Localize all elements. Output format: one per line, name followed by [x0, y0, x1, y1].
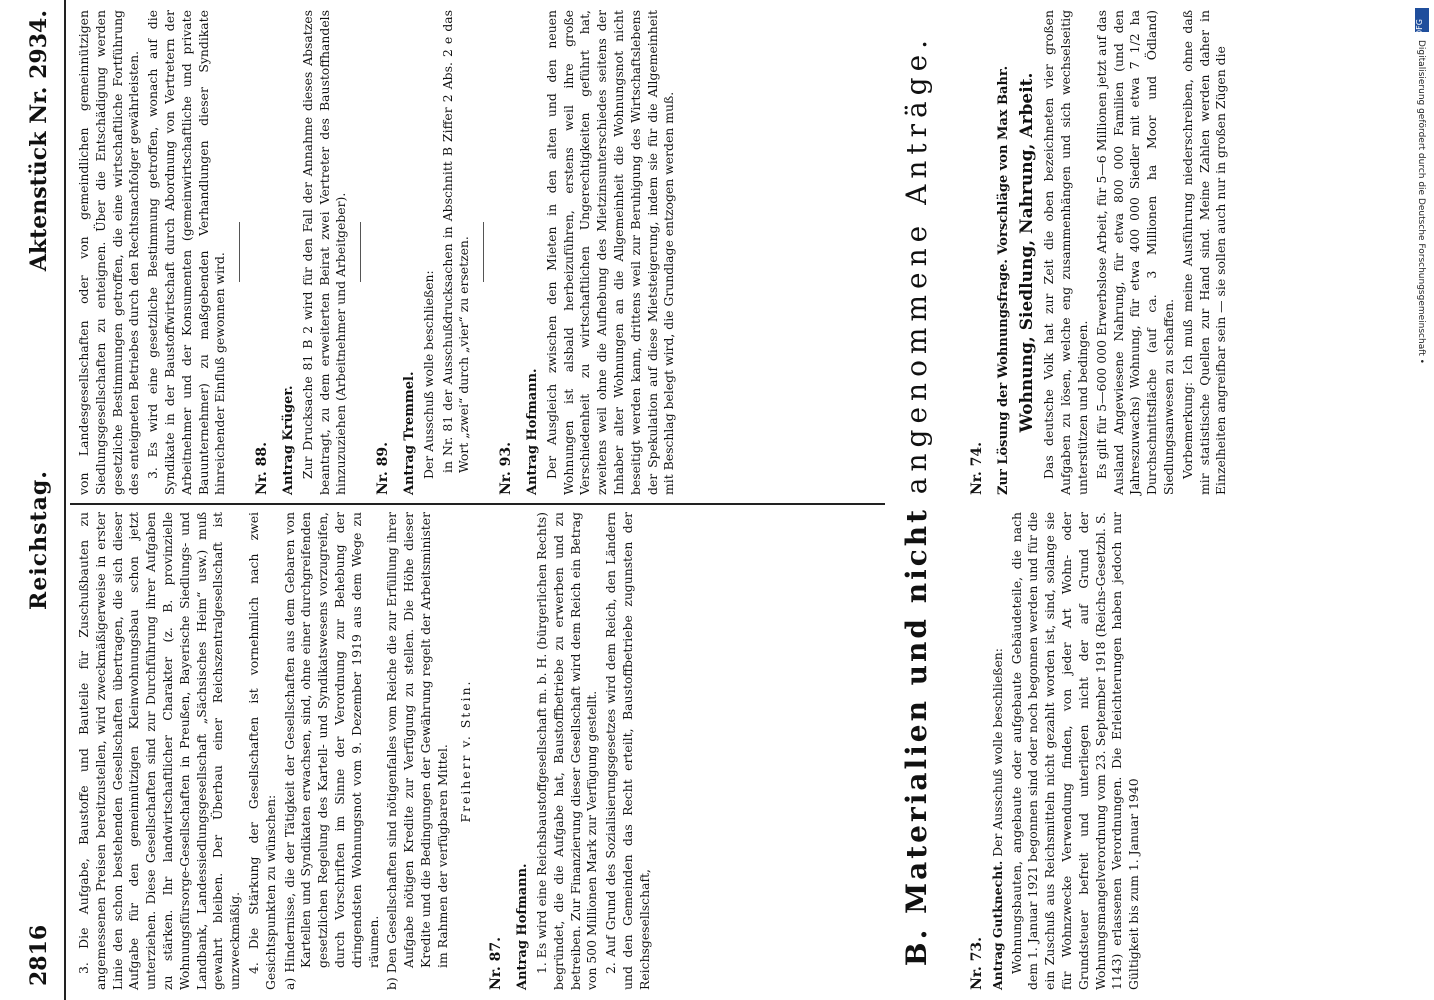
digitization-credit: Digitalisierung gefördert durch die Deutsche Forschungsgemeinschaft • — [1416, 40, 1426, 364]
paragraph: Der Ausschuß wolle beschließen: — [420, 270, 436, 479]
antrag-heading: Antrag Gutknecht. — [989, 860, 1005, 990]
antrag-heading: Antrag Krüger. — [280, 385, 296, 495]
digitization-sidebar — [1412, 0, 1434, 1000]
section-number: Nr. 89. — [375, 442, 392, 495]
section-letter: B. — [900, 926, 933, 967]
paragraph: Wohnungsbauten, angebaute oder aufgebaute Gebäudeteile, die nach dem 1. Januar 1921 begonnen sind oder noch begonnen werden und für die ein Zuschuß aus Reichsmitteln nicht gezahlt worden ist, sind, solange sie für Wohnzwecke Verwendung finden, von jeder Art Wohn- oder Grundsteuer befreit und unterliegen nicht der auf Grund der Wohnungsmangelverordnung vom 23. September 1918 (Reichs-Gesetzbl. S. 1143) erlassenen Verordnungen. Die Erleichterungen haben jedoch nur Gültigkeit bis zum 1. Januar 1940 — [1008, 512, 1142, 990]
paragraph: 1. Es wird eine Reichsbaustoffgesellschaft m. b. H. (bürgerlichen Rechts) begründet, die die Aufgabe hat, Baustoffbetriebe zu erwerben und zu betreiben. Zur Finanzierung dieser Gesellschaft wird dem Reich ein Betrag von 500 Millionen Mark zur Verfügung gestellt. — [533, 512, 600, 990]
antrag-heading: Antrag Hofmann. — [515, 863, 531, 990]
section-title: Materialien und nicht — [900, 506, 933, 914]
lower-right-column — [955, 10, 1232, 495]
paragraph: von Landesgesellschaften oder von gemeindlichen gemeinnützigen Siedlungsgesellschaften zu enteignen. Über die Entschädigung werden gesetzliche Bestimmungen getroffen, die eine wirtschaftliche Fortführung des enteigneten Betriebes durch den Rechtsnachfolger gewährleisten. — [76, 10, 142, 495]
paragraph: b) Den Gesellschaften sind nötigenfalles vom Reiche die zur Erfüllung ihrer Aufgabe nötigen Kredite zur Verfügung zu stellen. Die Höhe dieser Kredite und die Bedingungen der Gewährung regelt der Arbeitsminister im Rahmen der verfügbaren Mittel. — [384, 512, 450, 990]
paragraph: 4. Die Stärkung der Gesellschaften ist vornehmlich nach zwei Gesichtspunkten zu wünschen: — [245, 512, 278, 990]
section-number: Nr. 73. — [969, 937, 985, 990]
separator — [239, 223, 240, 283]
section-number: Nr. 74. — [969, 442, 985, 495]
section-number: Nr. 93. — [498, 442, 515, 495]
header-title: Reichstag. — [26, 470, 52, 610]
dfg-logo-text: DFG — [1415, 19, 1424, 36]
page-header — [20, 0, 64, 1000]
paragraph: in Nr. 81 der Ausschußdrucksachen in Abschnitt B Ziffer 2 Abs. 2 e das Wort „zwei“ durch „vier“ zu ersetzen. — [439, 10, 472, 473]
paragraph: Vorbemerkung: Ich muß meine Ausführung niederschreiben, ohne daß mir statistische Quellen zur Hand sind. Meine Zahlen werden daher in Einzelheiten angreifbar sein — sie sollen auch nur in großen Zügen die — [1179, 10, 1229, 495]
section-title-spaced: angenommene Anträge. — [900, 33, 933, 495]
paragraph: Zur Drucksache 81 B 2 wird für den Fall der Annahme dieses Absatzes beantragt, zu dem erweiterten Beirat zwei Vertreter des Baustoffhandels hinzuzuziehen (Arbeitnehmer und Arbeitgeber). — [299, 10, 349, 495]
dfg-logo — [1415, 8, 1429, 36]
separator — [360, 223, 361, 283]
separator — [483, 223, 484, 283]
antrag-lead-text: Der Ausschuß wolle beschließen: — [989, 648, 1005, 857]
paragraph: Es gilt für 5—600 000 Erwerbslose Arbeit, für 5—6 Millionen jetzt auf das Ausland Angewiesene Nahrung, für etwa 800 000 Familien (und den Jahreszuwachs) Wohnung, für etwa 400 000 Siedler mit etwa 7 1/2 ha Durchschnittsfläche (auf ca. 3 Millionen ha Moor und Ödland) Siedlungsanwesen zu schaffen. — [1093, 10, 1176, 495]
left-column — [76, 512, 656, 990]
antrag-heading: Antrag Tremmel. — [401, 371, 417, 495]
right-column — [76, 10, 680, 495]
paragraph: a) Hindernisse, die der Tätigkeit der Gesellschaften aus dem Gebaren von Kartellen und Syndikaten erwachsen, sind, ohne einer durchgreifenden gesetzlichen Regelung des Kartell- und Syndikatswesens vorzugreifen, durch Vorschriften im Sinne der Verordnung zur Behebung der dringendsten Wohnungsnot vom 9. Dezember 1919 aus dem Wege zu räumen. — [281, 512, 381, 990]
column-divider — [70, 503, 885, 505]
paragraph: Das deutsche Volk hat zur Zeit die oben bezeichneten vier großen Aufgaben zu lösen, welche eng zusammenhängen und sich wechselseitig unterstützen und bedingen. — [1041, 10, 1090, 495]
header-rule — [64, 0, 66, 1000]
header-document-number: Aktenstück Nr. 2934. — [26, 10, 52, 272]
proposal-subheading: Wohnung, Siedlung, Nahrung, Arbeit. — [1016, 72, 1037, 433]
rotated-document-page — [20, 0, 1400, 1000]
paragraph: 3. Es wird eine gesetzliche Bestimmung getroffen, wonach auf die Syndikate in der Baustoffwirtschaft durch Abordnung von Vertretern der Arbeitnehmer und der Konsumenten (gemeinwirtschaftliche und private Bauunternehmer) zu maßgebenden Verhandlungen dieser Syndikate hinreichender Einfluß gewonnen wird. — [145, 10, 228, 495]
page-number: 2816 — [26, 924, 52, 986]
antrag-lead — [990, 512, 1007, 990]
paragraph: 2. Auf Grund des Sozialisierungsgesetzes wird dem Reich, den Ländern und den Gemeinden das Recht erteilt, Baustoffbetriebe zugunsten der Reichsgesellschaft, — [603, 512, 652, 990]
signature: Freiherr v. Stein. — [457, 679, 473, 823]
proposal-heading: Zur Lösung der Wohnungsfrage. Vorschläge von Max Bahr. — [995, 65, 1011, 495]
section-b-heading — [900, 0, 933, 1000]
paragraph: 3. Die Aufgabe, Baustoffe und Bauteile für Zuschußbauten zu angemessenen Preisen bereitzustellen, wird zweckmäßigerweise in erster Linie den schon bestehenden Gesellschaften übertragen, die sich dieser Aufgabe für den gemeinnützigen Kleinwohnungsbau schon jetzt unterziehen. Diese Gesellschaften sind zur Durchführung ihrer Aufgaben zu stärken. Ihr landwirtschaftlicher Charakter (z. B. provinzielle Wohnungsfürsorge-Gesellschaften in Preußen, Bayerische Siedlungs- und Landbank, Landessiedlungsgesellschaft „Sächsisches Heim“ usw.) muß gewahrt bleiben. Der Überbau einer Reichszentralgesellschaft ist unzweckmäßig. — [76, 512, 243, 990]
lower-left-column — [955, 512, 1145, 990]
paragraph: Der Ausgleich zwischen den Mieten in den alten und den neuen Wohnungen ist alsbald herbeizuführen, erstens weil ihre große Verschiedenheit zu wirtschaftlichen Ungerechtigkeiten geführt hat, zweitens weil ohne die Aufhebung des Mietzinsunterschiedes seitens der Inhaber alter Wohnungen an die Allgemeinheit die Wohnungsnot nicht beseitigt werden kann, drittens weil zur Beruhigung des Wirtschaftslebens der Spekulation auf diese Mietsteigerung, indem sie für die Allgemeinheit mit Beschlag belegt wird, die Grundlage entzogen werden muß. — [543, 10, 677, 495]
section-number: Nr. 88. — [254, 442, 271, 495]
section-number: Nr. 87. — [488, 937, 505, 990]
antrag-heading: Antrag Hofmann. — [524, 368, 540, 495]
